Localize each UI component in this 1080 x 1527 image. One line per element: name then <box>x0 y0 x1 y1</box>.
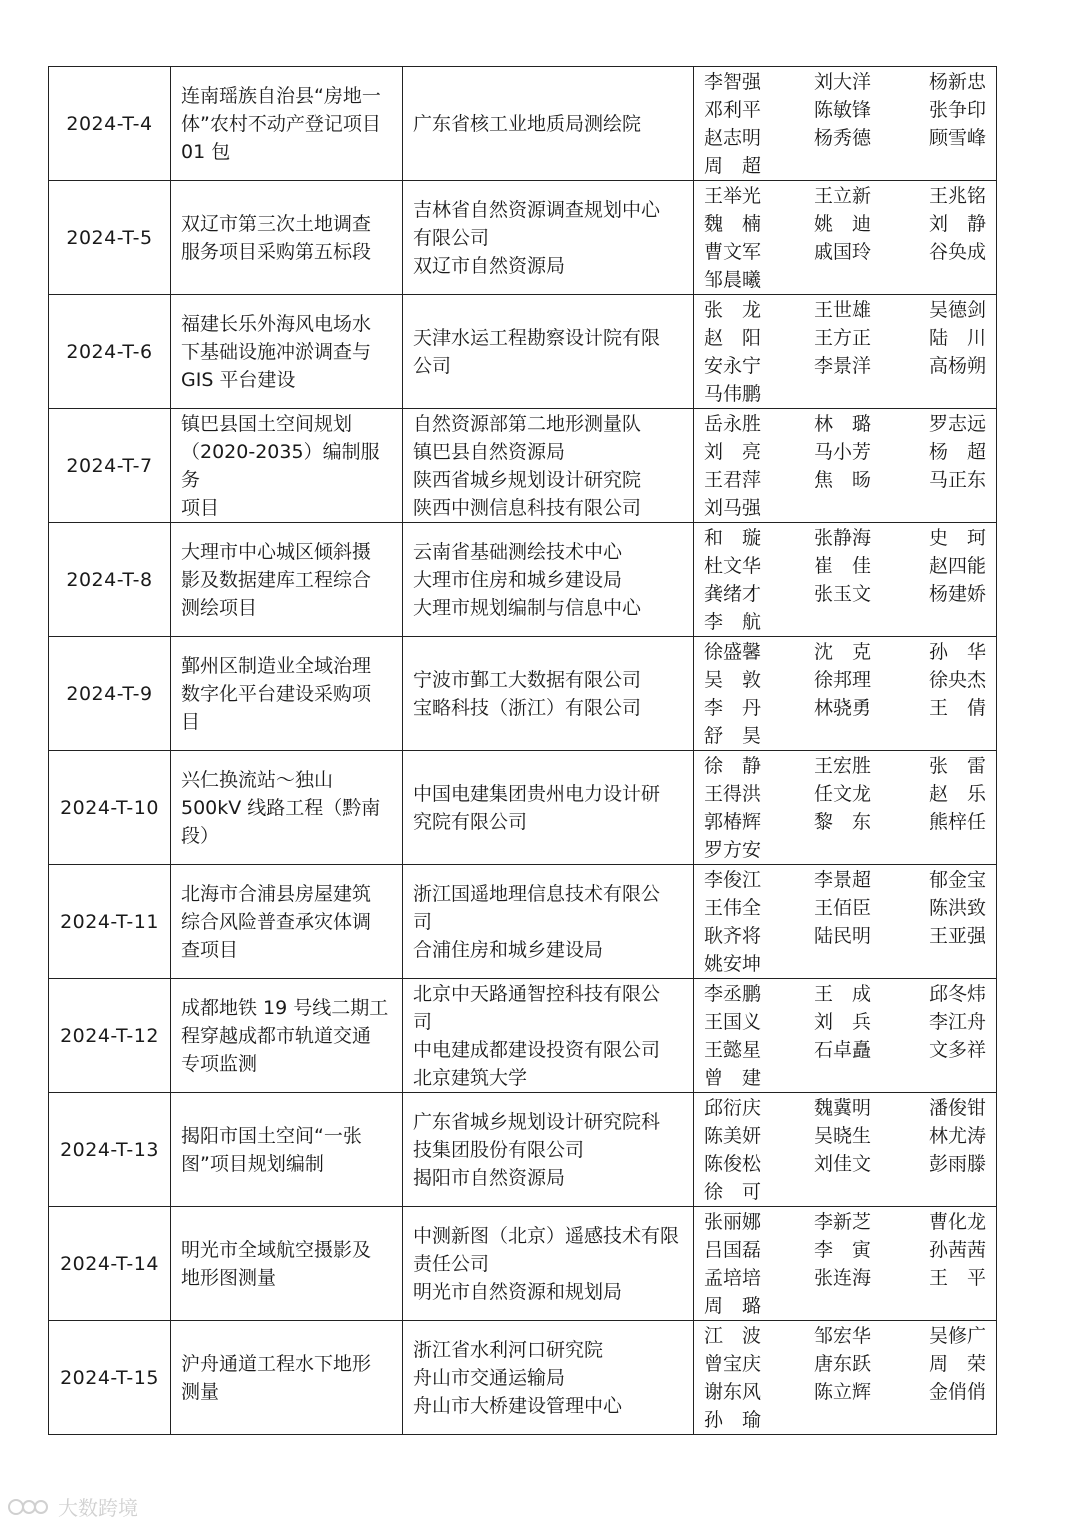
personnel-cell <box>694 181 997 295</box>
organization-cell <box>403 751 694 865</box>
person-name: 王 倩 <box>928 696 986 719</box>
table-row <box>49 1321 997 1435</box>
project-name: 明光市全域航空摄影及 地形图测量 <box>181 1238 372 1289</box>
organization-names: 中国电建集团贵州电力设计研 究院有限公司 <box>413 782 661 833</box>
person-name: 文多祥 <box>928 1038 986 1061</box>
organization-cell <box>403 181 694 295</box>
person-name: 姚 迪 <box>814 212 872 235</box>
person-name: 马伟鹏 <box>704 382 762 405</box>
person-name: 石卓矗 <box>814 1038 872 1061</box>
table-row <box>49 751 997 865</box>
person-name: 刘马强 <box>704 496 762 519</box>
person-name: 王方正 <box>814 326 872 349</box>
person-name: 高杨朔 <box>928 354 986 377</box>
organization-cell <box>403 1207 694 1321</box>
person-name: 马正东 <box>928 468 986 491</box>
project-id: 2024-T-13 <box>49 1093 171 1207</box>
personnel-list <box>704 1322 986 1434</box>
person-name: 张 龙 <box>704 298 762 321</box>
project-name: 鄞州区制造业全域治理 数字化平台建设采购项 目 <box>181 654 372 733</box>
person-name: 孙茜茜 <box>928 1238 986 1261</box>
person-name: 赵四能 <box>928 554 986 577</box>
table-row <box>49 865 997 979</box>
person-name: 王得洪 <box>704 782 762 805</box>
project-id: 2024-T-7 <box>49 409 171 523</box>
award-table <box>48 66 997 1435</box>
organization-names: 浙江省水利河口研究院 舟山市交通运输局 舟山市大桥建设管理中心 <box>413 1338 623 1417</box>
person-name: 张连海 <box>814 1266 872 1289</box>
person-name: 焦 旸 <box>814 468 872 491</box>
person-name: 周 璐 <box>704 1294 762 1317</box>
person-name: 王君萍 <box>704 468 762 491</box>
organization-cell <box>403 409 694 523</box>
person-name: 舒 昊 <box>704 724 762 747</box>
organization-cell <box>403 1093 694 1207</box>
person-name: 陈洪致 <box>928 896 986 919</box>
organization-cell <box>403 67 694 181</box>
person-name: 杨建娇 <box>928 582 986 605</box>
person-name: 龚绪才 <box>704 582 762 605</box>
person-name: 王懿星 <box>704 1038 762 1061</box>
person-name: 唐东跃 <box>814 1352 872 1375</box>
person-name: 王 成 <box>814 982 872 1005</box>
person-name: 熊梓任 <box>928 810 986 833</box>
person-name: 谢东风 <box>704 1380 762 1403</box>
person-name: 吴晓生 <box>814 1124 872 1147</box>
project-name-cell <box>171 295 403 409</box>
person-name: 林骁勇 <box>814 696 872 719</box>
person-name: 戚国玲 <box>814 240 872 263</box>
person-name: 张玉文 <box>814 582 872 605</box>
person-name: 周 荣 <box>928 1352 986 1375</box>
table-row <box>49 523 997 637</box>
project-name: 兴仁换流站～独山 500kV 线路工程（黔南 段） <box>181 768 381 847</box>
organization-names: 中测新图（北京）遥感技术有限 责任公司 明光市自然资源和规划局 <box>413 1224 680 1303</box>
personnel-cell <box>694 1207 997 1321</box>
personnel-cell <box>694 409 997 523</box>
person-name: 杨 超 <box>928 440 986 463</box>
person-name: 张静海 <box>814 526 872 549</box>
person-name: 王兆铭 <box>928 184 986 207</box>
personnel-list <box>704 752 986 864</box>
personnel-list <box>704 68 986 180</box>
project-id: 2024-T-15 <box>49 1321 171 1435</box>
person-name: 李新芝 <box>814 1210 872 1233</box>
person-name: 王宏胜 <box>814 754 872 777</box>
project-name: 双辽市第三次土地调查 服务项目采购第五标段 <box>181 212 372 263</box>
person-name: 魏 楠 <box>704 212 762 235</box>
person-name: 徐邦理 <box>814 668 872 691</box>
organization-names: 自然资源部第二地形测量队 镇巴县自然资源局 陕西省城乡规划设计研究院 陕西中测信息科技有限公司 <box>413 412 642 519</box>
table-row <box>49 979 997 1093</box>
organization-cell <box>403 979 694 1093</box>
organization-names: 北京中天路通智控科技有限公 司 中电建成都建设投资有限公司 北京建筑大学 <box>413 982 661 1089</box>
table-row <box>49 295 997 409</box>
project-id: 2024-T-14 <box>49 1207 171 1321</box>
organization-names: 广东省城乡规划设计研究院科 技集团股份有限公司 揭阳市自然资源局 <box>413 1110 661 1189</box>
person-name: 王 平 <box>928 1266 986 1289</box>
person-name: 邱冬炜 <box>928 982 986 1005</box>
person-name: 曹化龙 <box>928 1210 986 1233</box>
person-name: 杜文华 <box>704 554 762 577</box>
personnel-cell <box>694 295 997 409</box>
person-name: 徐央杰 <box>928 668 986 691</box>
organization-names: 云南省基础测绘技术中心 大理市住房和城乡建设局 大理市规划编制与信息中心 <box>413 540 642 619</box>
person-name: 王佰臣 <box>814 896 872 919</box>
project-name-cell <box>171 67 403 181</box>
person-name: 王国义 <box>704 1010 762 1033</box>
person-name: 和 璇 <box>704 526 762 549</box>
person-name: 郭椿辉 <box>704 810 762 833</box>
project-name-cell <box>171 1321 403 1435</box>
project-id: 2024-T-6 <box>49 295 171 409</box>
person-name: 陈敏锋 <box>814 98 872 121</box>
personnel-cell <box>694 751 997 865</box>
person-name: 陆民明 <box>814 924 872 947</box>
project-name: 北海市合浦县房屋建筑 综合风险普查承灾体调 查项目 <box>181 882 372 961</box>
person-name: 李 丹 <box>704 696 762 719</box>
person-name: 王立新 <box>814 184 872 207</box>
person-name: 吕国磊 <box>704 1238 762 1261</box>
organization-cell <box>403 523 694 637</box>
person-name: 陆 川 <box>928 326 986 349</box>
person-name: 崔 佳 <box>814 554 872 577</box>
personnel-list <box>704 182 986 294</box>
person-name: 邱衍庆 <box>704 1096 762 1119</box>
personnel-list <box>704 410 986 522</box>
personnel-cell <box>694 67 997 181</box>
person-name: 林 璐 <box>814 412 872 435</box>
person-name: 刘 静 <box>928 212 986 235</box>
person-name: 李俊江 <box>704 868 762 891</box>
project-name: 连南瑶族自治县“房地一 体”农村不动产登记项目 01 包 <box>181 84 381 163</box>
person-name: 周 超 <box>704 154 762 177</box>
project-id: 2024-T-5 <box>49 181 171 295</box>
person-name: 岳永胜 <box>704 412 762 435</box>
person-name: 江 波 <box>704 1324 762 1347</box>
personnel-cell <box>694 1321 997 1435</box>
personnel-list <box>704 638 986 750</box>
person-name: 郁金宝 <box>928 868 986 891</box>
person-name: 李智强 <box>704 70 762 93</box>
organization-names: 浙江国遥地理信息技术有限公 司 合浦住房和城乡建设局 <box>413 882 661 961</box>
organization-names: 广东省核工业地质局测绘院 <box>413 112 642 135</box>
person-name: 赵 乐 <box>928 782 986 805</box>
project-name: 沪舟通道工程水下地形 测量 <box>181 1352 372 1403</box>
organization-names: 天津水运工程勘察设计院有限 公司 <box>413 326 661 377</box>
person-name: 邹晨曦 <box>704 268 762 291</box>
person-name: 邹宏华 <box>814 1324 872 1347</box>
person-name: 邓利平 <box>704 98 762 121</box>
project-name-cell <box>171 181 403 295</box>
organization-cell <box>403 295 694 409</box>
person-name: 赵 阳 <box>704 326 762 349</box>
project-id: 2024-T-9 <box>49 637 171 751</box>
project-id: 2024-T-12 <box>49 979 171 1093</box>
person-name: 徐盛馨 <box>704 640 762 663</box>
person-name: 潘俊钳 <box>928 1096 986 1119</box>
person-name: 李景洋 <box>814 354 872 377</box>
person-name: 李景超 <box>814 868 872 891</box>
person-name: 赵志明 <box>704 126 762 149</box>
table-row <box>49 637 997 751</box>
person-name: 曾宝庆 <box>704 1352 762 1375</box>
person-name: 孟培培 <box>704 1266 762 1289</box>
project-name-cell <box>171 409 403 523</box>
person-name: 马小芳 <box>814 440 872 463</box>
watermark-text: 大数跨境 <box>58 1496 138 1520</box>
organization-names: 宁波市鄞工大数据有限公司 宝略科技（浙江）有限公司 <box>413 668 642 719</box>
person-name: 林尤涛 <box>928 1124 986 1147</box>
person-name: 张 雷 <box>928 754 986 777</box>
person-name: 李江舟 <box>928 1010 986 1033</box>
project-name-cell <box>171 1093 403 1207</box>
person-name: 彭雨滕 <box>928 1152 986 1175</box>
person-name: 任文龙 <box>814 782 872 805</box>
person-name: 吴德剑 <box>928 298 986 321</box>
table-row <box>49 1093 997 1207</box>
person-name: 孙 瑜 <box>704 1408 762 1431</box>
project-id: 2024-T-4 <box>49 67 171 181</box>
person-name: 顾雪峰 <box>928 126 986 149</box>
table-row <box>49 67 997 181</box>
project-name-cell <box>171 1207 403 1321</box>
person-name: 沈 克 <box>814 640 872 663</box>
person-name: 金俏俏 <box>928 1380 986 1403</box>
project-name: 镇巴县国土空间规划 （2020-2035）编制服务 项目 <box>181 412 380 519</box>
project-name: 揭阳市国土空间“一张 图”项目规划编制 <box>181 1124 362 1175</box>
project-id: 2024-T-11 <box>49 865 171 979</box>
organization-cell <box>403 1321 694 1435</box>
organization-names: 吉林省自然资源调查规划中心 有限公司 双辽市自然资源局 <box>413 198 661 277</box>
person-name: 陈立辉 <box>814 1380 872 1403</box>
person-name: 陈俊松 <box>704 1152 762 1175</box>
personnel-list <box>704 980 986 1092</box>
personnel-list <box>704 866 986 978</box>
table-row <box>49 409 997 523</box>
person-name: 王世雄 <box>814 298 872 321</box>
project-name-cell <box>171 979 403 1093</box>
person-name: 杨新忠 <box>928 70 986 93</box>
person-name: 安永宁 <box>704 354 762 377</box>
person-name: 王伟全 <box>704 896 762 919</box>
person-name: 王亚强 <box>928 924 986 947</box>
person-name: 徐 可 <box>704 1180 762 1203</box>
project-name: 成都地铁 19 号线二期工 程穿越成都市轨道交通 专项监测 <box>181 996 389 1075</box>
person-name: 陈美妍 <box>704 1124 762 1147</box>
person-name: 吴 敦 <box>704 668 762 691</box>
wechat-logo-icon <box>8 1496 52 1518</box>
watermark <box>8 1492 138 1521</box>
person-name: 姚安坤 <box>704 952 762 975</box>
organization-cell <box>403 865 694 979</box>
personnel-cell <box>694 637 997 751</box>
person-name: 黎 东 <box>814 810 872 833</box>
table-row <box>49 1207 997 1321</box>
person-name: 曹文军 <box>704 240 762 263</box>
person-name: 杨秀德 <box>814 126 872 149</box>
person-name: 徐 静 <box>704 754 762 777</box>
personnel-cell <box>694 979 997 1093</box>
person-name: 刘大洋 <box>814 70 872 93</box>
person-name: 王举光 <box>704 184 762 207</box>
person-name: 谷奂成 <box>928 240 986 263</box>
person-name: 李 航 <box>704 610 762 633</box>
project-name: 福建长乐外海风电场水 下基础设施冲淤调查与 GIS 平台建设 <box>181 312 372 391</box>
personnel-cell <box>694 865 997 979</box>
table-row <box>49 181 997 295</box>
personnel-cell <box>694 1093 997 1207</box>
person-name: 曾 建 <box>704 1066 762 1089</box>
person-name: 吴修广 <box>928 1324 986 1347</box>
person-name: 张争印 <box>928 98 986 121</box>
person-name: 魏冀明 <box>814 1096 872 1119</box>
project-id: 2024-T-8 <box>49 523 171 637</box>
personnel-cell <box>694 523 997 637</box>
person-name: 李 寅 <box>814 1238 872 1261</box>
person-name: 张丽娜 <box>704 1210 762 1233</box>
project-id: 2024-T-10 <box>49 751 171 865</box>
project-name: 大理市中心城区倾斜摄 影及数据建库工程综合 测绘项目 <box>181 540 372 619</box>
project-name-cell <box>171 523 403 637</box>
project-name-cell <box>171 751 403 865</box>
person-name: 刘佳文 <box>814 1152 872 1175</box>
project-name-cell <box>171 637 403 751</box>
personnel-list <box>704 1208 986 1320</box>
person-name: 孙 华 <box>928 640 986 663</box>
personnel-list <box>704 1094 986 1206</box>
person-name: 史 珂 <box>928 526 986 549</box>
person-name: 刘 亮 <box>704 440 762 463</box>
person-name: 李丞鹏 <box>704 982 762 1005</box>
person-name: 刘 兵 <box>814 1010 872 1033</box>
project-name-cell <box>171 865 403 979</box>
personnel-list <box>704 524 986 636</box>
person-name: 耿齐将 <box>704 924 762 947</box>
organization-cell <box>403 637 694 751</box>
person-name: 罗方安 <box>704 838 762 861</box>
personnel-list <box>704 296 986 408</box>
person-name: 罗志远 <box>928 412 986 435</box>
